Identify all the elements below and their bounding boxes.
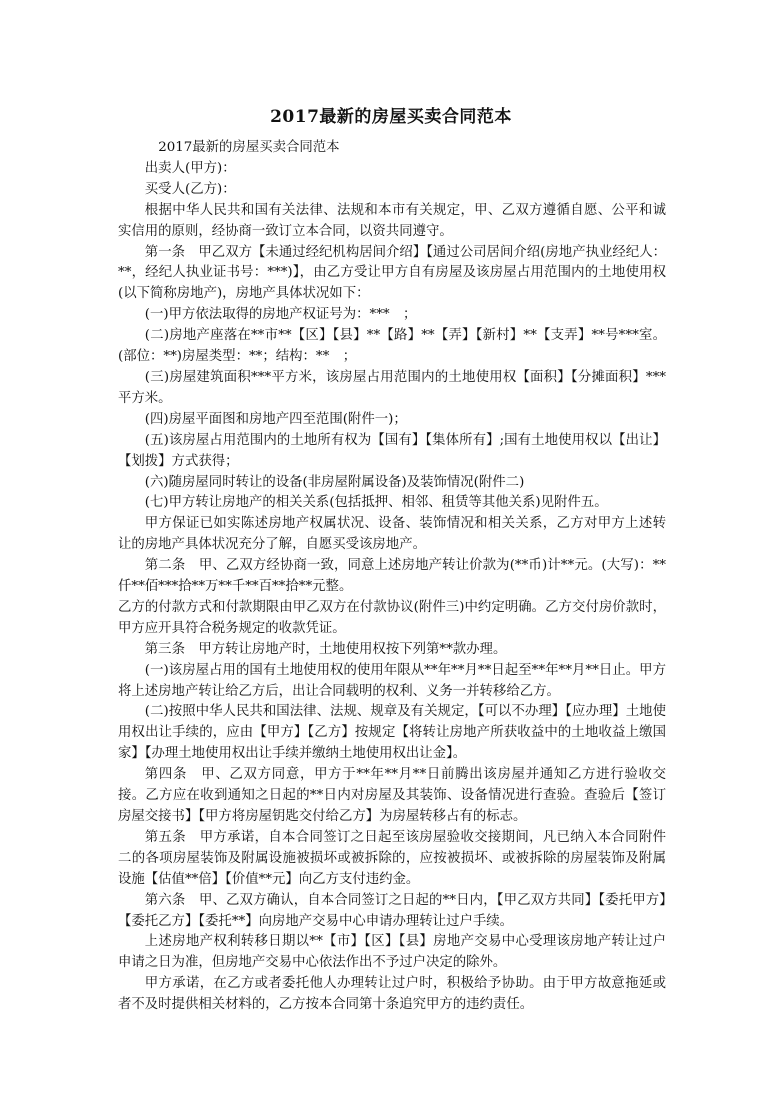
paragraph: 第一条 甲乙双方【未通过经纪机构居间介绍】【通过公司居间介绍(房地产执业经纪人：**，经纪人执业证书号：***)】，由乙方受让甲方自有房屋及该房屋占用范围内的土地使用权(以下简称房地产)，房地产具体状况如下： [118, 244, 666, 302]
paragraph: 甲方承诺，在乙方或者委托他人办理转让过户时，积极给予协助。由于甲方故意拖延或者不及时提供相关材料的，乙方按本合同第十条追究甲方的违约责任。 [118, 976, 666, 1013]
paragraph: 第六条 甲、乙双方确认，自本合同签订之日起的**日内，【甲乙双方共同】【委托甲方】【委托乙方】【委托**】向房地产交易中心申请办理转让过户手续。 [118, 892, 666, 929]
paragraph: 第五条 甲方承诺，自本合同签订之日起至该房屋验收交接期间，凡已纳入本合同附件二的各项房屋装饰及附属设施被损坏或被拆除的，应按被损坏、或被拆除的房屋装饰及附属设施【估值**倍】【价值**元】向乙方支付违约金。 [118, 829, 666, 887]
paragraph: 出卖人(甲方)： [144, 160, 236, 176]
paragraph: 买受人(乙方)： [144, 181, 236, 197]
paragraph: (一)甲方依法取得的房地产权证号为：*** ； [144, 307, 417, 323]
paragraph: (二)房地产座落在**市**【区】【县】**【路】**【弄】【新村】**【支弄】**号***室。(部位：**)房屋类型：**；结构：** ； [118, 328, 666, 365]
paragraph: (七)甲方转让房地产的相关关系(包括抵押、相邻、租赁等其他关系)见附件五。 [144, 495, 608, 511]
paragraph: 上述房地产权利转移日期以**【市】【区】【县】房地产交易中心受理该房地产转让过户申请之日为准，但房地产交易中心依法作出不予过户决定的除外。 [118, 934, 666, 971]
paragraph: 2017最新的房屋买卖合同范本 [158, 140, 340, 155]
paragraph: (二)按照中华人民共和国法律、法规、规章及有关规定，【可以不办理】【应办理】土地使用权出让手续的，应由【甲方】【乙方】按规定【将转让房地产所获收益中的土地收益上缴国家】【办理土地使用权出让手续并缴纳土地使用权出让金】。 [118, 704, 666, 762]
paragraph: (四)房屋平面图和房地产四至范围(附件一)； [144, 411, 407, 427]
paragraph: (五)该房屋占用范围内的土地所有权为【国有】【集体所有】;国有土地使用权以【出让】【划拨】方式获得； [118, 432, 666, 469]
paragraph: (一)该房屋占用的国有土地使用权的使用年限从**年**月**日起至**年**月**日止。甲方将上述房地产转让给乙方后，出让合同载明的权利、义务一并转移给乙方。 [118, 662, 666, 699]
paragraph: 根据中华人民共和国有关法律、法规和本市有关规定，甲、乙双方遵循自愿、公平和诚实信用的原则，经协商一致订立本合同，以资共同遵守。 [118, 202, 666, 239]
paragraph: 乙方的付款方式和付款期限由甲乙双方在付款协议(附件三)中约定明确。乙方交付房价款时，甲方应开具符合税务规定的收款凭证。 [118, 599, 666, 636]
paragraph: 第四条 甲、乙双方同意，甲方于**年**月**日前腾出该房屋并通知乙方进行验收交接。乙方应在收到通知之日起的**日内对房屋及其装饰、设备情况进行查验。查验后【签订房屋交接书】【甲方将房屋钥匙交付给乙方】为房屋转移占有的标志。 [118, 767, 666, 824]
paragraph: 甲方保证已如实陈述房地产权属状况、设备、装饰情况和相关关系，乙方对甲方上述转让的房地产具体状况充分了解，自愿买受该房地产。 [118, 516, 666, 553]
document-title: 2017最新的房屋买卖合同范本 [270, 107, 512, 127]
paragraph: (三)房屋建筑面积***平方米，该房屋占用范围内的土地使用权【面积】【分摊面积】***平方米。 [118, 369, 666, 406]
paragraph: 第二条 甲、乙双方经协商一致，同意上述房地产转让价款为(**币)计**元。(大写)：**仟**佰***拾**万**千**百**拾**元整。 [118, 558, 666, 595]
document-body [118, 138, 666, 1016]
paragraph: (六)随房屋同时转让的设备(非房屋附属设备)及装饰情况(附件二) [144, 474, 525, 490]
paragraph: 第三条 甲方转让房地产时，土地使用权按下列第**款办理。 [144, 641, 507, 657]
